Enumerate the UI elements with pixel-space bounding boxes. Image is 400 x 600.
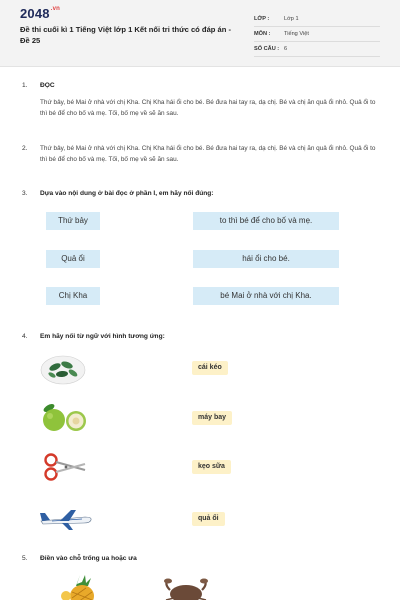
scissors-picture[interactable]: [42, 451, 88, 483]
crab-picture[interactable]: [160, 578, 212, 600]
section-3-number: 3.: [22, 190, 28, 197]
logo-main: 2048: [20, 6, 50, 21]
match-right-2[interactable]: hái ổi cho bé.: [193, 250, 339, 268]
pineapple-picture[interactable]: [60, 574, 104, 600]
document-title: Đề thi cuối kì 1 Tiếng Việt lớp 1 Kết nối tri thức có đáp án - Đề 25: [20, 25, 232, 45]
match-right-3[interactable]: bé Mai ở nhà với chị Kha.: [193, 287, 339, 305]
section-4-number: 4.: [22, 333, 28, 340]
section-2-text: Thứ bảy, bé Mai ở nhà với chị Kha. Chị Kha hái ổi cho bé. Bé đưa hai tay ra, dạ chị. Bé và chị ăn quả ổi nhỏ. Quả ổi to thì bé để cho bố và mẹ. Tối, bố mẹ về sẽ ăn sau.: [40, 145, 376, 163]
word-label-3[interactable]: kẹo sữa: [192, 460, 231, 474]
meta-question-count: [254, 43, 380, 57]
meta-subject: [254, 28, 380, 42]
meta-grade: [254, 13, 380, 27]
section-5-number: 5.: [22, 555, 28, 562]
word-label-4[interactable]: quả ổi: [192, 512, 225, 526]
meta-count-key: SỐ CÂU :: [254, 46, 280, 52]
guava-picture[interactable]: [38, 402, 90, 434]
word-label-2[interactable]: máy bay: [192, 411, 232, 425]
airplane-picture[interactable]: [38, 506, 94, 532]
candy-picture[interactable]: [40, 352, 86, 386]
site-logo[interactable]: [20, 6, 60, 21]
meta-grade-key: LỚP :: [254, 16, 270, 22]
meta-subject-value: Tiếng Việt: [284, 31, 309, 37]
meta-count-value: 6: [284, 46, 288, 52]
match-left-3[interactable]: Chị Kha: [46, 287, 100, 305]
meta-subject-key: MÔN :: [254, 31, 271, 37]
section-1-number: 1.: [22, 82, 28, 89]
word-label-1[interactable]: cái kéo: [192, 361, 228, 375]
section-2-number: 2.: [22, 145, 28, 152]
match-right-1[interactable]: to thì bé để cho bố và mẹ.: [193, 212, 339, 230]
document-header: [0, 0, 400, 67]
section-3-title: Dựa vào nội dung ở bài đọc ở phần I, em hãy nối đúng:: [40, 190, 214, 197]
logo-suffix: .vn: [50, 6, 61, 12]
section-1-text: Thứ bảy, bé Mai ở nhà với chị Kha. Chị Kha hái ổi cho bé. Bé đưa hai tay ra, dạ chị. Bé và chị ăn quả ổi nhỏ. Quả ổi to thì bé để cho bố và mẹ. Tối, bố mẹ về sẽ ăn sau.: [40, 99, 376, 117]
section-4-title: Em hãy nối từ ngữ với hình tương ứng:: [40, 333, 165, 340]
section-5-title: Điền vào chỗ trống ua hoặc ưa: [40, 555, 137, 562]
section-1-title: ĐỌC: [40, 82, 55, 89]
match-left-2[interactable]: Quả ổi: [46, 250, 100, 268]
meta-grade-value: Lớp 1: [284, 16, 299, 22]
match-left-1[interactable]: Thứ bảy: [46, 212, 100, 230]
